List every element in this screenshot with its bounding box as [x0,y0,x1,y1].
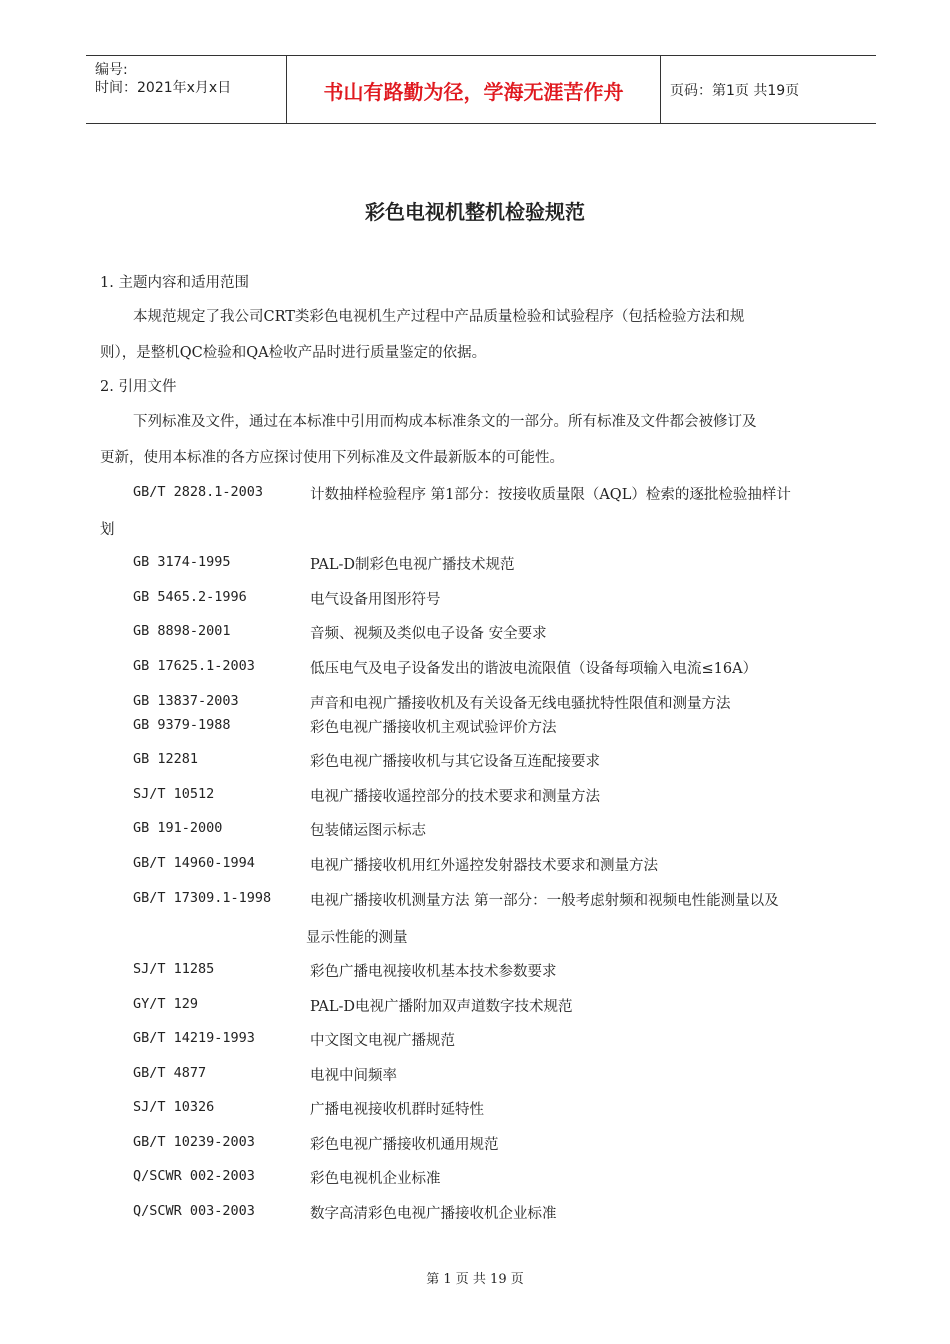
reference-title: 电气设备用图形符号 [310,592,441,608]
reference-title: 包装储运图示标志 [310,823,426,839]
reference-code: GY/T 129 [133,996,199,1012]
reference-code: GB/T 14219-1993 [133,1030,255,1046]
reference-code: SJ/T 10512 [133,786,215,802]
reference-title: 彩色电视广播接收机与其它设备互连配接要求 [310,754,600,770]
reference-title: 电视广播接收遥控部分的技术要求和测量方法 [310,789,600,805]
reference-title: 数字高清彩色电视广播接收机企业标准 [310,1206,557,1222]
reference-code: GB/T 2828.1-2003 [133,484,264,500]
reference-title: 低压电气及电子设备发出的谐波电流限值（设备每项输入电流≤16A） [310,661,758,677]
reference-title: 计数抽样检验程序 第1部分：按接收质量限（AQL）检索的逐批检验抽样计 [310,487,791,503]
doc-number-label: 编号: [95,62,128,78]
page-footer: 第 1 页 共 19 页 [426,1272,524,1287]
reference-title: 音频、视频及类似电子设备 安全要求 [310,626,547,642]
reference-title-continued: 划 [100,522,115,538]
reference-title: 声音和电视广播接收机及有关设备无线电骚扰特性限值和测量方法 [310,696,731,712]
reference-code: GB 13837-2003 [133,693,239,709]
section-2-paragraph-line-1: 下列标准及文件，通过在本标准中引用而构成本标准条文的一部分。所有标准及文件都会被修订及 [133,414,757,430]
section-2-heading: 2. 引用文件 [100,379,177,395]
reference-code: GB 17625.1-2003 [133,658,255,674]
reference-title: 中文图文电视广播规范 [310,1033,455,1049]
header-page-number: 页码：第1页 共19页 [670,83,800,99]
document-title: 彩色电视机整机检验规范 [365,200,585,224]
section-1-heading: 1. 主题内容和适用范围 [100,275,249,291]
section-1-paragraph-line-2: 则），是整机QC检验和QA检收产品时进行质量鉴定的依据。 [100,345,487,361]
reference-code: GB/T 4877 [133,1065,207,1081]
doc-time-label: 时间：2021年x月x日 [95,80,232,96]
reference-code: GB/T 10239-2003 [133,1134,255,1150]
reference-title: PAL-D电视广播附加双声道数字技术规范 [310,999,573,1015]
reference-code: GB 191-2000 [133,820,223,836]
reference-code: GB/T 17309.1-1998 [133,890,272,906]
reference-title: 彩色电视广播接收机主观试验评价方法 [310,720,557,736]
header-motto: 书山有路勤为径，学海无涯苦作舟 [323,80,624,104]
header-page-cell [660,56,876,123]
reference-code: GB 8898-2001 [133,623,231,639]
reference-code: GB 5465.2-1996 [133,589,247,605]
header-meta-cell [86,56,286,123]
reference-code: GB 3174-1995 [133,554,231,570]
reference-title: 广播电视接收机群时延特性 [310,1102,484,1118]
reference-title: 彩色电视广播接收机通用规范 [310,1137,499,1153]
reference-title: 彩色电视机企业标准 [310,1171,441,1187]
section-1-paragraph-line-1: 本规范规定了我公司CRT类彩色电视机生产过程中产品质量检验和试验程序（包括检验方法和规 [133,309,745,325]
reference-code: GB/T 14960-1994 [133,855,255,871]
header-motto-cell [286,56,661,123]
reference-title-continued: 显示性能的测量 [306,930,408,946]
reference-code: Q/SCWR 002-2003 [133,1168,255,1184]
reference-code: Q/SCWR 003-2003 [133,1203,255,1219]
reference-title: PAL-D制彩色电视广播技术规范 [310,557,515,573]
reference-title: 电视广播接收机测量方法 第一部分：一般考虑射频和视频电性能测量以及 [310,893,779,909]
reference-title: 电视广播接收机用红外遥控发射器技术要求和测量方法 [310,858,658,874]
reference-code: GB 12281 [133,751,199,767]
reference-title: 电视中间频率 [310,1068,397,1084]
reference-title: 彩色广播电视接收机基本技术参数要求 [310,964,557,980]
section-2-paragraph-line-2: 更新，使用本标准的各方应探讨使用下列标准及文件最新版本的可能性。 [100,450,564,466]
page-header [86,55,876,124]
reference-code: SJ/T 10326 [133,1099,215,1115]
reference-code: GB 9379-1988 [133,717,231,733]
reference-code: SJ/T 11285 [133,961,215,977]
